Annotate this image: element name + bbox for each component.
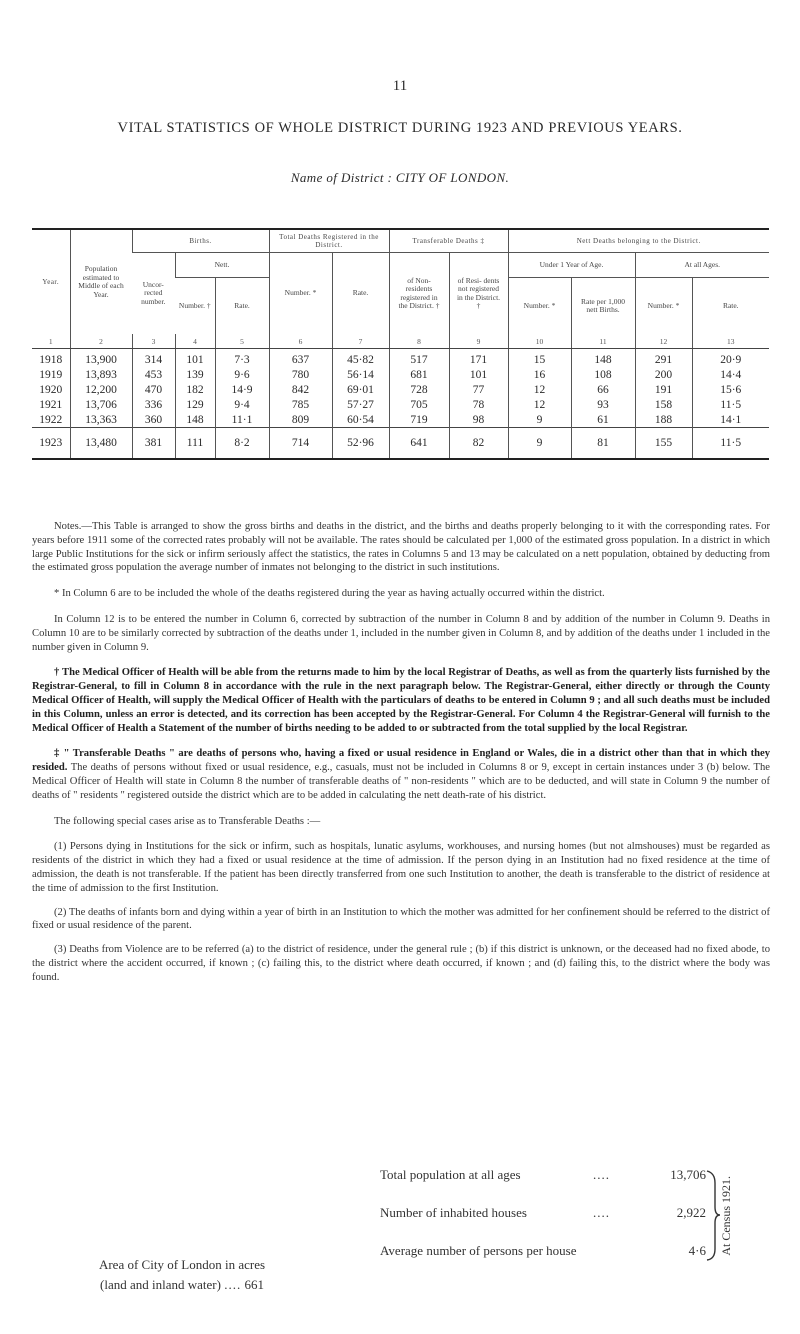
table-final-row-group: [32, 428, 769, 460]
census-row: Average number of persons per house 4·6: [380, 1243, 706, 1258]
table-row-1923: [32, 428, 769, 460]
column-number: 12: [635, 334, 692, 349]
table-cell: 641: [389, 428, 449, 460]
table-cell: 13,893: [70, 367, 132, 382]
table-cell: 98: [449, 412, 508, 428]
header-residents: of Resi- dents not registered in the District. †: [449, 253, 508, 335]
column-number: 9: [449, 334, 508, 349]
column-number: 5: [215, 334, 269, 349]
note-text: The deaths of persons without fixed or usual residence, e.g., casuals, must not be included in Columns 8 or 9, except in certain instances under 3 (b) below. The Medical Officer of Health will state in Column 8 the number of transferable deaths of " non-residents " which are to be deducted, and will state in Column 9 the number of deaths of " residents " registered outside the district which are to be added in calculating the nett death-rate of his district.: [32, 762, 770, 801]
note-paragraph-bold: † The Medical Officer of Health will be able from the returns made to him by the local Registrar of Deaths, as well as from the quarterly lists furnished by the Registrar-General, to fill in Column 8 in accordance with the rule in the next paragraph below. The Registrar-General, either directly or through the County Medical Officer of Health, will supply the Medical Officer of Health with the particulars of deaths to be entered in Column 9 ; and all such deaths must be included in this Column, unless an error is detected, and its correction has been accepted by the Registrar-General. For Column 4 the Registrar-General will furnish to the Medical Officer of Health a Statement of the number of births needing to be added to or subtracted from the total supplied by the local Registrar.: [32, 667, 770, 734]
table-cell: 81: [571, 428, 635, 460]
header-infant-number: Number. *: [508, 278, 571, 335]
table-cell: 314: [132, 349, 175, 368]
note-paragraph: (1) Persons dying in Institutions for the sick or infirm, such as hospitals, lunatic asylums, workhouses, and nursing homes (but not almshouses) must be regarded as residents of the district in which they had a fixed or usual residence at the time of admission. If the person dying in an Institution had no fixed residence at the time of admission, the death is not transferable. If the patient has been directly transferred from one such Institution to another, the death is transferable to the district of residence at the time of admission to the first Institution.: [32, 841, 770, 894]
table-cell: 191: [635, 382, 692, 397]
page-title: VITAL STATISTICS OF WHOLE DISTRICT DURING 1923 AND PREVIOUS YEARS.: [117, 120, 683, 136]
table-cell: 9: [508, 412, 571, 428]
table-cell: 77: [449, 382, 508, 397]
column-number: 8: [389, 334, 449, 349]
census-value: 2,922: [676, 1205, 706, 1220]
table-cell: 13,480: [70, 428, 132, 460]
note-paragraph: * In Column 6 are to be included the whole of the deaths registered during the year as having actually occurred within the district.: [54, 588, 605, 600]
table-cell: 1923: [32, 428, 70, 460]
note-paragraph: The following special cases arise as to Transferable Deaths :—: [54, 815, 321, 827]
table-cell: 12: [508, 382, 571, 397]
header-deaths-rate: Rate.: [332, 253, 389, 335]
table-cell: 336: [132, 397, 175, 412]
column-number: 7: [332, 334, 389, 349]
table-cell: 9: [508, 428, 571, 460]
table-row: [32, 367, 769, 382]
header-all-ages-number: Number. *: [635, 278, 692, 335]
header-nett-deaths: Nett Deaths belonging to the District.: [508, 229, 769, 253]
area-block: [32, 1255, 332, 1295]
table-cell: 1921: [39, 398, 63, 411]
table-cell: 9·4: [215, 397, 269, 412]
header-total-deaths: Total Deaths Registered in the District.: [269, 229, 389, 253]
table-cell: 11·5: [692, 428, 769, 460]
table-cell: 139: [175, 367, 215, 382]
notes-section: [32, 520, 770, 985]
table-cell: 15·6: [692, 382, 769, 397]
header-births-rate: Rate.: [215, 278, 269, 335]
table-row: [32, 349, 769, 368]
table-cell: 1922: [39, 413, 63, 426]
header-rate-per-1000: Rate per 1,000 nett Births.: [571, 278, 635, 335]
table-cell: 129: [175, 397, 215, 412]
header-all-ages-rate: Rate.: [692, 278, 769, 335]
column-number: 6: [269, 334, 332, 349]
header-all-ages: At all Ages.: [635, 253, 769, 278]
table-cell: 82: [449, 428, 508, 460]
area-value: 661: [244, 1277, 264, 1292]
note-paragraph: In Column 12 is to be entered the number in Column 6, corrected by subtraction of the number in Column 8 and by addition of the number in Column 9. Deaths in Column 10 are to be similarly corrected by subtraction of the deaths under 1, included in the number given in Column 8, and by addition of the deaths under 1 included in the number given in Column 9.: [32, 613, 770, 653]
column-number: 3: [132, 334, 175, 349]
table-row: [32, 397, 769, 412]
table-cell: 381: [132, 428, 175, 460]
table-cell: 14·9: [215, 382, 269, 397]
note-paragraph: (3) Deaths from Violence are to be referred (a) to the district of residence, under the general rule ; (b) if this district is unknown, or the deceased had no fixed abode, to the district where the accident occurred, if known ; (c) failing this, to the district where death occurred, if known ; and (d) failing this, to the district where the body was found.: [32, 944, 770, 983]
header-deaths-number: Number. *: [269, 253, 332, 335]
table-cell: 20·9: [692, 349, 769, 368]
census-value: 13,706: [670, 1167, 706, 1182]
table-body: [32, 349, 769, 428]
table-cell: 11·5: [692, 397, 769, 412]
table-cell: 61: [571, 412, 635, 428]
table-cell: 637: [269, 349, 332, 368]
table-row: [32, 382, 769, 397]
column-number: 4: [175, 334, 215, 349]
table-cell: 12: [508, 397, 571, 412]
table-cell: 12,200: [70, 382, 132, 397]
header-non-residents: of Non- residents registered in the District. †: [389, 253, 449, 335]
table-cell: 785: [269, 397, 332, 412]
table-cell: 842: [269, 382, 332, 397]
column-numbers-row: [32, 334, 769, 349]
header-year: Year.: [32, 229, 70, 334]
table-cell: 155: [635, 428, 692, 460]
header-population: Population estimated to Middle of each Year.: [70, 229, 132, 334]
vital-statistics-table: [32, 228, 769, 460]
table-cell: 45·82: [332, 349, 389, 368]
column-number: 13: [692, 334, 769, 349]
table-cell: 8·2: [215, 428, 269, 460]
table-cell: 101: [175, 349, 215, 368]
table-cell: 16: [508, 367, 571, 382]
header-under-one: Under 1 Year of Age.: [508, 253, 635, 278]
table-cell: 171: [449, 349, 508, 368]
header-transferable-deaths: Transferable Deaths ‡: [389, 229, 508, 253]
table-cell: 148: [175, 412, 215, 428]
table-cell: 158: [635, 397, 692, 412]
page-number: 11: [392, 78, 408, 94]
header-nett: Nett.: [175, 253, 269, 278]
header-births: Births.: [132, 229, 269, 253]
table-cell: 66: [571, 382, 635, 397]
table-cell: 93: [571, 397, 635, 412]
census-label: At Census 1921.: [719, 1176, 733, 1256]
table-cell: 108: [571, 367, 635, 382]
column-number: 1: [32, 334, 70, 349]
table-cell: 11·1: [215, 412, 269, 428]
table-row: [32, 412, 769, 428]
table-cell: 101: [449, 367, 508, 382]
table-cell: 52·96: [332, 428, 389, 460]
table-cell: 7·3: [215, 349, 269, 368]
table-cell: 1920: [39, 383, 63, 396]
table-cell: 13,706: [70, 397, 132, 412]
header-births-number: Number. †: [178, 300, 211, 310]
table-cell: 780: [269, 367, 332, 382]
area-label: Area of City of London in acres: [98, 1257, 266, 1272]
table-cell: 13,900: [70, 349, 132, 368]
table-cell: 470: [132, 382, 175, 397]
table-cell: 56·14: [332, 367, 389, 382]
table-cell: 517: [389, 349, 449, 368]
table-cell: 291: [635, 349, 692, 368]
table-cell: 1918: [39, 353, 63, 366]
census-row: Total population at all ages .... 13,706: [380, 1167, 706, 1182]
table-cell: 9·6: [215, 367, 269, 382]
table-cell: 719: [389, 412, 449, 428]
table-cell: 809: [269, 412, 332, 428]
table-cell: 148: [571, 349, 635, 368]
header-uncorrected: Uncor- rected number.: [141, 279, 166, 306]
table-cell: 188: [635, 412, 692, 428]
table-cell: 705: [389, 397, 449, 412]
table-cell: 714: [269, 428, 332, 460]
table-cell: 681: [389, 367, 449, 382]
note-paragraph: [32, 747, 770, 802]
table-cell: 69·01: [332, 382, 389, 397]
column-number: 10: [508, 334, 571, 349]
table-cell: 453: [132, 367, 175, 382]
area-label-line2: (land and inland water) .... 661: [100, 1277, 264, 1292]
table-cell: 15: [508, 349, 571, 368]
district-name: Name of District : CITY OF LONDON.: [290, 170, 510, 185]
table-cell: 111: [175, 428, 215, 460]
note-bold-lead: ‡ " Transferable Deaths " are deaths of persons who, having a fixed or usual residence in England or Wales, die in a district other than that in which they resided.: [32, 748, 770, 774]
note-paragraph: (2) The deaths of infants born and dying within a year of birth in an Institution to which the mother was admitted for her confinement should be referred to the district of fixed or usual residence of the parent.: [32, 906, 770, 932]
table-cell: 60·54: [332, 412, 389, 428]
note-paragraph: Notes.—This Table is arranged to show the gross births and deaths in the district, and the births and deaths properly belonging to it with the corresponding rates. For years before 1911 some of the corrected rates probably will not be available. The rates should be calculated per 1,000 of the estimated gross population. In a district in which large Public Institutions for the sick or infirm seriously affect the statistics, the rates in Columns 5 and 13 may be calculated on a nett population, obtained by deducting from the estimated gross population the average number of inmates not belonging to the district in such institutions.: [32, 521, 770, 574]
census-row: Number of inhabited houses .... 2,922: [380, 1205, 706, 1220]
table-cell: 728: [389, 382, 449, 397]
table-cell: 14·4: [692, 367, 769, 382]
table-cell: 182: [175, 382, 215, 397]
table-cell: 14·1: [692, 412, 769, 428]
table-cell: 78: [449, 397, 508, 412]
table-cell: 57·27: [332, 397, 389, 412]
table-cell: 1919: [39, 368, 63, 381]
column-number: 2: [70, 334, 132, 349]
table-cell: 200: [635, 367, 692, 382]
table-cell: 13,363: [70, 412, 132, 428]
census-value: 4·6: [688, 1243, 706, 1258]
table-cell: 360: [132, 412, 175, 428]
column-number: 11: [571, 334, 635, 349]
